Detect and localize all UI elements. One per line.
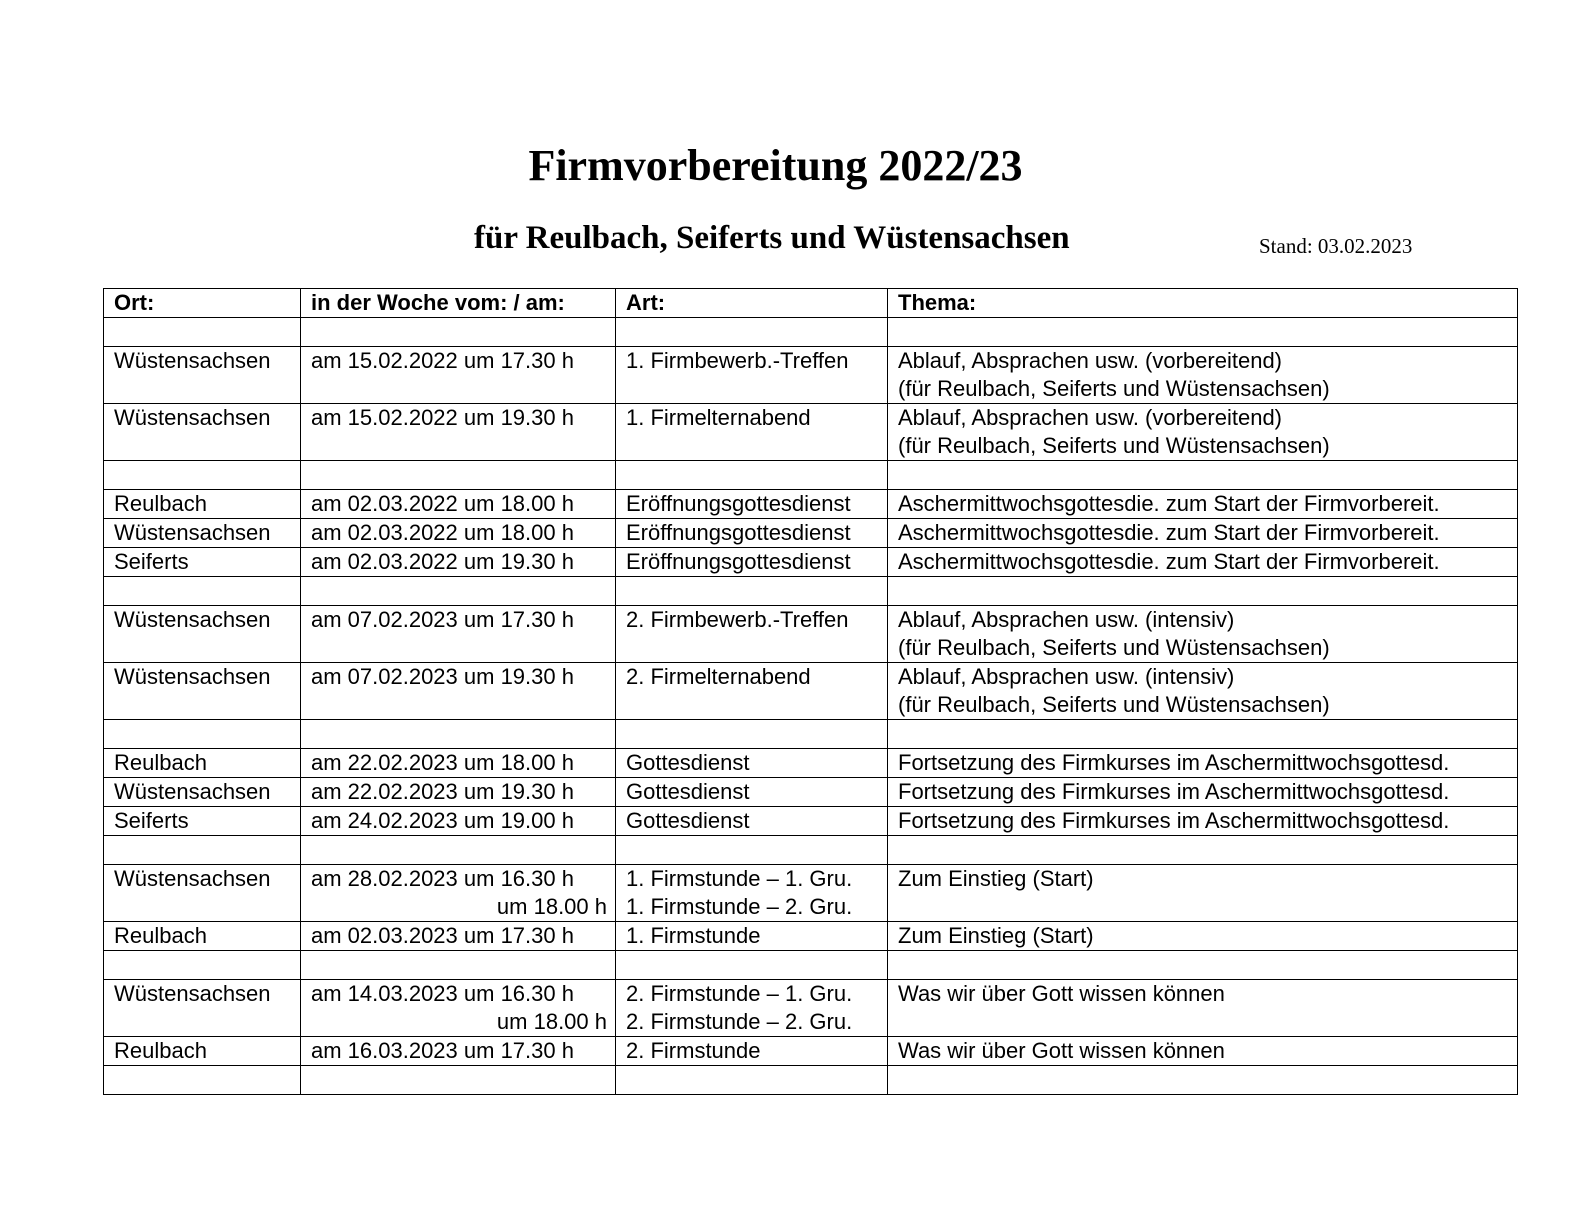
cell-art [616, 865, 888, 922]
thema-text: Was wir über Gott wissen können [898, 981, 1225, 1006]
cell-datum [301, 749, 616, 778]
art-text: Eröffnungsgottesdienst [626, 491, 851, 516]
art-text: 2. Firmelternabend [626, 664, 811, 689]
thema-text: Zum Einstieg (Start) [898, 866, 1094, 891]
thema-text: Fortsetzung des Firmkurses im Aschermittwochsgottesd. [898, 750, 1450, 775]
cell-thema [888, 749, 1518, 778]
art-text: Gottesdienst [626, 779, 750, 804]
empty-cell [301, 720, 616, 749]
ort-text: Reulbach [114, 923, 207, 948]
datum-text: am 24.02.2023 um 19.00 h [311, 808, 574, 833]
art-text: 1. Firmstunde – 2. Gru. [626, 894, 853, 919]
cell-art [616, 519, 888, 548]
thema-text: (für Reulbach, Seiferts und Wüstensachsen) [898, 635, 1330, 660]
table-row [104, 663, 1518, 720]
empty-cell [301, 951, 616, 980]
art-text: Eröffnungsgottesdienst [626, 549, 851, 574]
cell-datum [301, 1037, 616, 1066]
empty-spacer-row [104, 1066, 1518, 1095]
datum-text: am 16.03.2023 um 17.30 h [311, 1038, 574, 1063]
thema-text: Ablauf, Absprachen usw. (vorbereitend) [898, 348, 1283, 373]
cell-art [616, 490, 888, 519]
empty-cell [888, 461, 1518, 490]
datum-text: am 02.03.2022 um 18.00 h [311, 520, 574, 545]
cell-thema [888, 1037, 1518, 1066]
ort-text: Wüstensachsen [114, 779, 271, 804]
table-row [104, 1037, 1518, 1066]
empty-spacer-row [104, 461, 1518, 490]
cell-thema [888, 548, 1518, 577]
empty-cell [888, 318, 1518, 347]
cell-ort [104, 347, 301, 404]
empty-cell [616, 318, 888, 347]
cell-ort [104, 1037, 301, 1066]
ort-text: Wüstensachsen [114, 981, 271, 1006]
empty-cell [616, 720, 888, 749]
cell-ort [104, 490, 301, 519]
empty-cell [616, 461, 888, 490]
datum-text: am 02.03.2022 um 18.00 h [311, 491, 574, 516]
art-text: 1. Firmstunde – 1. Gru. [626, 866, 853, 891]
table-row [104, 548, 1518, 577]
cell-ort [104, 807, 301, 836]
empty-cell [104, 318, 301, 347]
cell-datum [301, 490, 616, 519]
cell-thema [888, 490, 1518, 519]
cell-thema [888, 606, 1518, 663]
cell-datum [301, 548, 616, 577]
cell-art [616, 749, 888, 778]
art-text: 2. Firmstunde – 2. Gru. [626, 1009, 853, 1034]
datum-text: am 07.02.2023 um 17.30 h [311, 607, 574, 632]
cell-art [616, 606, 888, 663]
empty-cell [104, 951, 301, 980]
cell-datum [301, 807, 616, 836]
empty-spacer-row [104, 577, 1518, 606]
cell-thema [888, 980, 1518, 1037]
empty-cell [301, 461, 616, 490]
empty-cell [616, 577, 888, 606]
ort-text: Reulbach [114, 1038, 207, 1063]
ort-text: Wüstensachsen [114, 866, 271, 891]
empty-cell [616, 951, 888, 980]
ort-text: Wüstensachsen [114, 405, 271, 430]
ort-text: Reulbach [114, 750, 207, 775]
cell-ort [104, 548, 301, 577]
cell-datum [301, 778, 616, 807]
table-header-row [104, 289, 1518, 318]
column-header-woche: in der Woche vom: / am: [301, 289, 616, 318]
cell-datum [301, 980, 616, 1037]
datum-text: um 18.00 h [496, 1009, 607, 1034]
schedule-body [104, 318, 1518, 1095]
thema-text: (für Reulbach, Seiferts und Wüstensachsen) [898, 692, 1330, 717]
cell-art [616, 347, 888, 404]
cell-art [616, 778, 888, 807]
thema-text: Aschermittwochsgottesdie. zum Start der Firmvorbereit. [898, 491, 1440, 516]
cell-thema [888, 807, 1518, 836]
cell-art [616, 404, 888, 461]
table-row [104, 778, 1518, 807]
empty-spacer-row [104, 318, 1518, 347]
empty-spacer-row [104, 720, 1518, 749]
table-row [104, 404, 1518, 461]
art-text: Eröffnungsgottesdienst [626, 520, 851, 545]
datum-text: am 28.02.2023 um 16.30 h [311, 866, 574, 891]
datum-text: am 07.02.2023 um 19.30 h [311, 664, 574, 689]
thema-text: Ablauf, Absprachen usw. (intensiv) [898, 664, 1235, 689]
cell-ort [104, 922, 301, 951]
art-text: 1. Firmstunde [626, 923, 761, 948]
empty-cell [616, 836, 888, 865]
cell-art [616, 548, 888, 577]
page-subtitle: für Reulbach, Seiferts und Wüstensachsen [474, 220, 1070, 256]
column-header-art: Art: [616, 289, 888, 318]
cell-thema [888, 519, 1518, 548]
column-header-ort: Ort: [104, 289, 301, 318]
table-row [104, 980, 1518, 1037]
ort-text: Reulbach [114, 491, 207, 516]
table-row [104, 347, 1518, 404]
empty-cell [301, 577, 616, 606]
datum-text: am 22.02.2023 um 19.30 h [311, 779, 574, 804]
datum-text: am 15.02.2022 um 19.30 h [311, 405, 574, 430]
cell-thema [888, 922, 1518, 951]
ort-text: Wüstensachsen [114, 520, 271, 545]
cell-ort [104, 519, 301, 548]
ort-text: Wüstensachsen [114, 348, 271, 373]
empty-cell [888, 836, 1518, 865]
datum-text: am 22.02.2023 um 18.00 h [311, 750, 574, 775]
empty-cell [104, 1066, 301, 1095]
empty-cell [104, 720, 301, 749]
cell-ort [104, 749, 301, 778]
empty-cell [888, 720, 1518, 749]
thema-text: Ablauf, Absprachen usw. (intensiv) [898, 607, 1235, 632]
cell-ort [104, 404, 301, 461]
ort-text: Seiferts [114, 808, 189, 833]
empty-spacer-row [104, 951, 1518, 980]
empty-cell [301, 1066, 616, 1095]
table-row [104, 807, 1518, 836]
table-row [104, 519, 1518, 548]
table-row [104, 865, 1518, 922]
empty-cell [616, 1066, 888, 1095]
art-text: 1. Firmelternabend [626, 405, 811, 430]
thema-text: (für Reulbach, Seiferts und Wüstensachsen) [898, 433, 1330, 458]
thema-text: Aschermittwochsgottesdie. zum Start der Firmvorbereit. [898, 520, 1440, 545]
cell-datum [301, 663, 616, 720]
empty-cell [104, 577, 301, 606]
cell-art [616, 922, 888, 951]
thema-text: Fortsetzung des Firmkurses im Aschermittwochsgottesd. [898, 808, 1450, 833]
page-title-text: Firmvorbereitung 2022/23 [528, 141, 1023, 190]
cell-thema [888, 865, 1518, 922]
table-row [104, 490, 1518, 519]
empty-cell [301, 318, 616, 347]
cell-datum [301, 865, 616, 922]
cell-ort [104, 980, 301, 1037]
cell-ort [104, 606, 301, 663]
ort-text: Wüstensachsen [114, 607, 271, 632]
cell-art [616, 980, 888, 1037]
thema-text: Ablauf, Absprachen usw. (vorbereitend) [898, 405, 1283, 430]
cell-art [616, 807, 888, 836]
art-text: 2. Firmbewerb.-Treffen [626, 607, 849, 632]
thema-text: Aschermittwochsgottesdie. zum Start der Firmvorbereit. [898, 549, 1440, 574]
cell-art [616, 663, 888, 720]
table-row [104, 749, 1518, 778]
cell-thema [888, 404, 1518, 461]
ort-text: Wüstensachsen [114, 664, 271, 689]
datum-text: am 02.03.2022 um 19.30 h [311, 549, 574, 574]
art-text: 2. Firmstunde – 1. Gru. [626, 981, 853, 1006]
cell-ort [104, 778, 301, 807]
art-text: 1. Firmbewerb.-Treffen [626, 348, 849, 373]
datum-text: um 18.00 h [496, 894, 607, 919]
thema-text: Fortsetzung des Firmkurses im Aschermittwochsgottesd. [898, 779, 1450, 804]
empty-cell [888, 577, 1518, 606]
datum-text: am 15.02.2022 um 17.30 h [311, 348, 574, 373]
cell-thema [888, 778, 1518, 807]
cell-datum [301, 347, 616, 404]
empty-cell [888, 1066, 1518, 1095]
page-title [0, 140, 1591, 191]
stand-date: Stand: 03.02.2023 [1259, 234, 1413, 258]
empty-cell [888, 951, 1518, 980]
datum-text: am 02.03.2023 um 17.30 h [311, 923, 574, 948]
empty-cell [104, 461, 301, 490]
ort-text: Seiferts [114, 549, 189, 574]
art-text: Gottesdienst [626, 808, 750, 833]
art-text: Gottesdienst [626, 750, 750, 775]
cell-thema [888, 347, 1518, 404]
empty-cell [301, 836, 616, 865]
thema-text: Zum Einstieg (Start) [898, 923, 1094, 948]
thema-text: Was wir über Gott wissen können [898, 1038, 1225, 1063]
art-text: 2. Firmstunde [626, 1038, 761, 1063]
empty-cell [104, 836, 301, 865]
cell-datum [301, 606, 616, 663]
cell-datum [301, 519, 616, 548]
empty-spacer-row [104, 836, 1518, 865]
cell-datum [301, 404, 616, 461]
table-row [104, 606, 1518, 663]
thema-text: (für Reulbach, Seiferts und Wüstensachsen) [898, 376, 1330, 401]
column-header-thema: Thema: [888, 289, 1518, 318]
cell-art [616, 1037, 888, 1066]
cell-datum [301, 922, 616, 951]
datum-text: am 14.03.2023 um 16.30 h [311, 981, 574, 1006]
cell-ort [104, 865, 301, 922]
schedule-table [103, 288, 1518, 1095]
cell-ort [104, 663, 301, 720]
table-row [104, 922, 1518, 951]
cell-thema [888, 663, 1518, 720]
